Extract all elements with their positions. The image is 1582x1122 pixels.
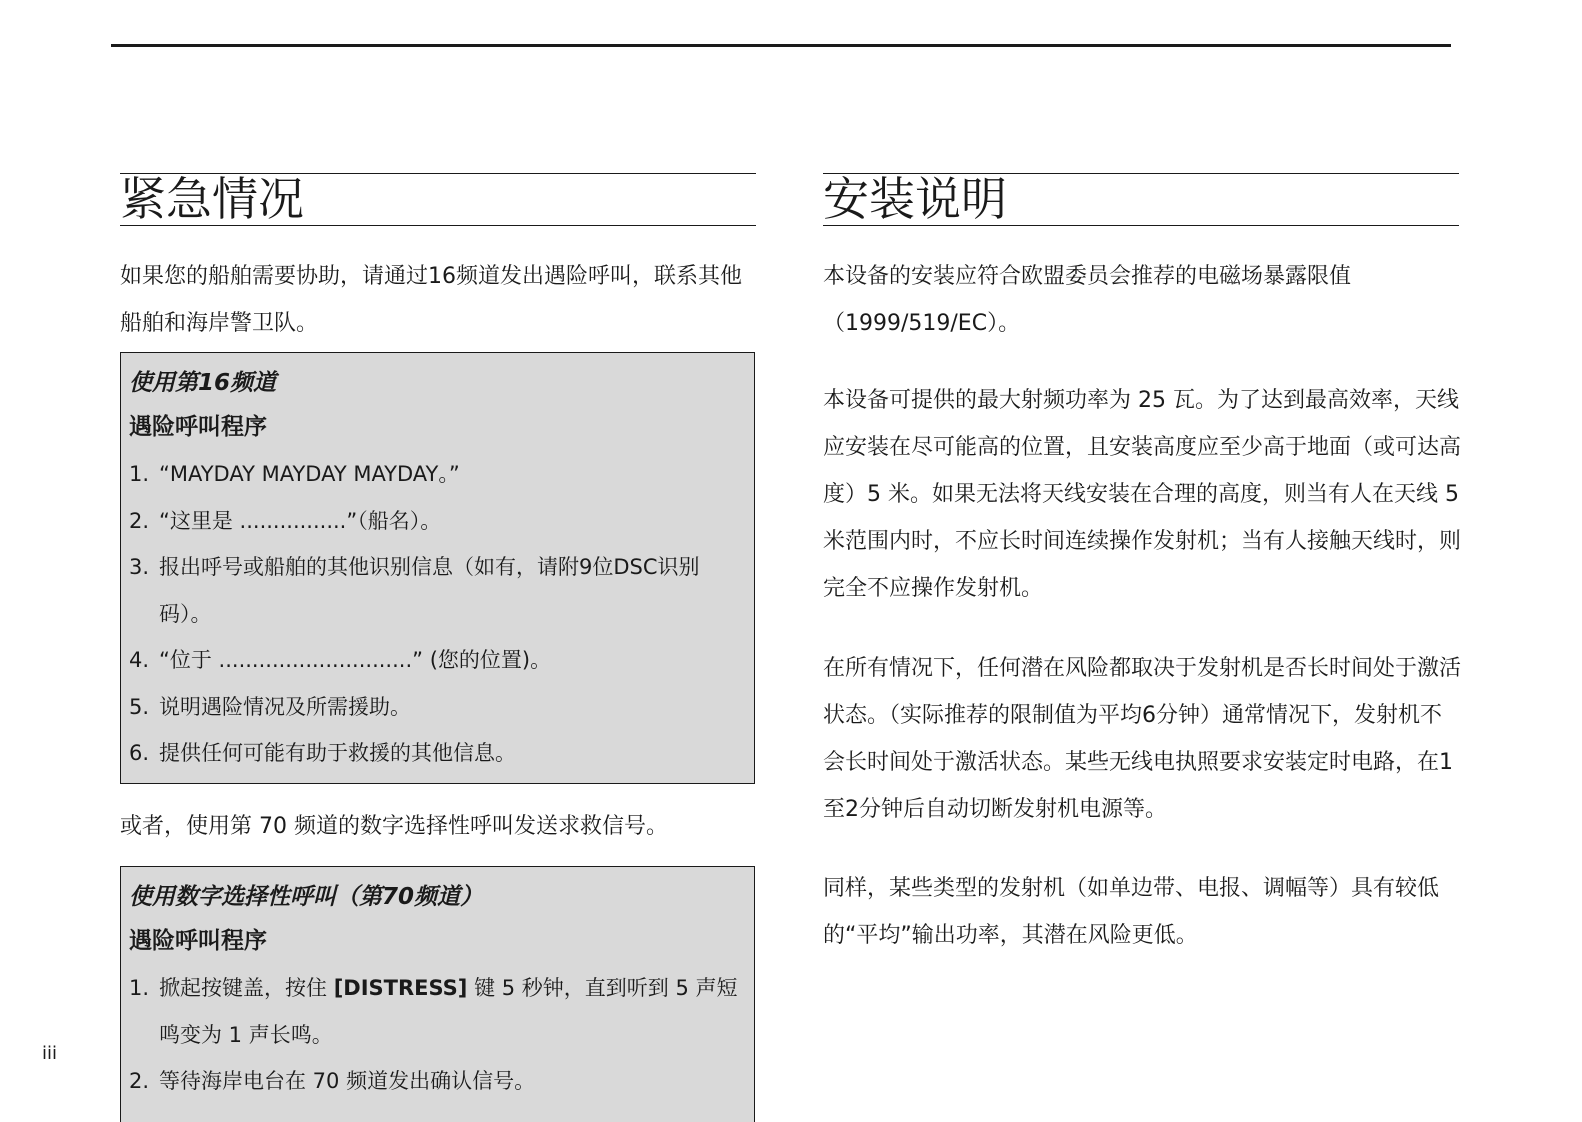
step-text: “位于 .............................” (您的位置)。 <box>159 648 552 672</box>
step-text: 提供任何可能有助于救援的其他信息。 <box>159 741 516 765</box>
emergency-title: 紧急情况 <box>120 173 756 226</box>
list-item <box>129 684 746 731</box>
dsc-procedure-subtitle: 遇险呼叫程序 <box>129 928 267 954</box>
emergency-intro: 如果您的船舶需要协助，请通过16频道发出遇险呼叫，联系其他船舶和海岸警卫队。 <box>120 264 742 336</box>
installation-paragraph-3: 在所有情况下，任何潜在风险都取决于发射机是否长时间处于激活状态。（实际推荐的限制值为平均6分钟）通常情况下，发射机不会长时间处于激活状态。某些无线电执照要求安装定时电路，在1至2分钟后自动切断发射机电源等。 <box>823 656 1462 822</box>
emergency-column <box>120 173 756 1093</box>
installation-paragraph-4: 同样，某些类型的发射机（如单边带、电报、调幅等）具有较低的“平均”输出功率，其潜在风险更低。 <box>823 876 1440 948</box>
step-text: 说明遇险情况及所需援助。 <box>159 694 411 719</box>
step-number: 1. <box>129 976 150 1000</box>
step-number: 4. <box>129 648 150 672</box>
step-number: 1. <box>129 462 150 486</box>
installation-paragraph-1: 本设备的安装应符合欧盟委员会推荐的电磁场暴露限值（1999/519/EC）。 <box>823 264 1352 336</box>
dsc-box-title: 使用数字选择性呼叫（第70频道） <box>129 884 484 910</box>
step-text <box>159 965 746 1058</box>
step-number: 3. <box>129 555 150 579</box>
installation-column <box>823 173 1462 948</box>
distress-key-label: [DISTRESS] <box>333 976 468 1000</box>
step-number: 2. <box>129 1069 150 1093</box>
list-item <box>129 544 746 637</box>
list-item <box>129 637 746 684</box>
channel16-box-title: 使用第16频道 <box>129 370 277 396</box>
installation-title: 安装说明 <box>823 173 1459 226</box>
step-text: 等待海岸电台在 70 频道发出确认信号。 <box>159 1069 536 1093</box>
step-text-after: 键 5 秒钟，直到听到 5 声短鸣变为 1 声长鸣。 <box>159 976 738 1047</box>
dsc-steps-list <box>129 965 746 1105</box>
page-number: iii <box>42 1043 58 1064</box>
dsc-alternative-text: 或者，使用第 70 频道的数字选择性呼叫发送求救信号。 <box>120 814 668 839</box>
step-text: “这里是 ................”（船名）。 <box>159 508 442 533</box>
list-item <box>129 498 746 545</box>
step-text: “MAYDAY MAYDAY MAYDAY。” <box>159 462 460 486</box>
step-text: 报出呼号或船舶的其他识别信息（如有，请附9位DSC识别码）。 <box>159 555 700 626</box>
channel16-procedure-box <box>120 352 755 784</box>
step-number: 2. <box>129 508 150 533</box>
installation-paragraph-2: 本设备可提供的最大射频功率为 25 瓦。为了达到最高效率，天线应安装在尽可能高的位置，且安装高度应至少高于地面（或可达高度）5 米。如果无法将天线安装在合理的高度，则当有人在天线 5 米范围内时，不应长时间连续操作发射机；当有人接触天线时，则完全不应操作发射机。 <box>823 388 1462 601</box>
step-text-before: 掀起按键盖，按住 <box>159 976 334 1000</box>
list-item <box>129 965 746 1058</box>
dsc-procedure-box <box>120 866 755 1122</box>
list-item <box>129 1058 746 1105</box>
list-item <box>129 451 746 498</box>
step-number: 5. <box>129 694 150 719</box>
distress-procedure-subtitle: 遇险呼叫程序 <box>129 414 267 440</box>
header-rule <box>111 44 1451 47</box>
list-item <box>129 730 746 777</box>
distress-steps-list <box>129 451 746 777</box>
step-number: 6. <box>129 741 150 765</box>
